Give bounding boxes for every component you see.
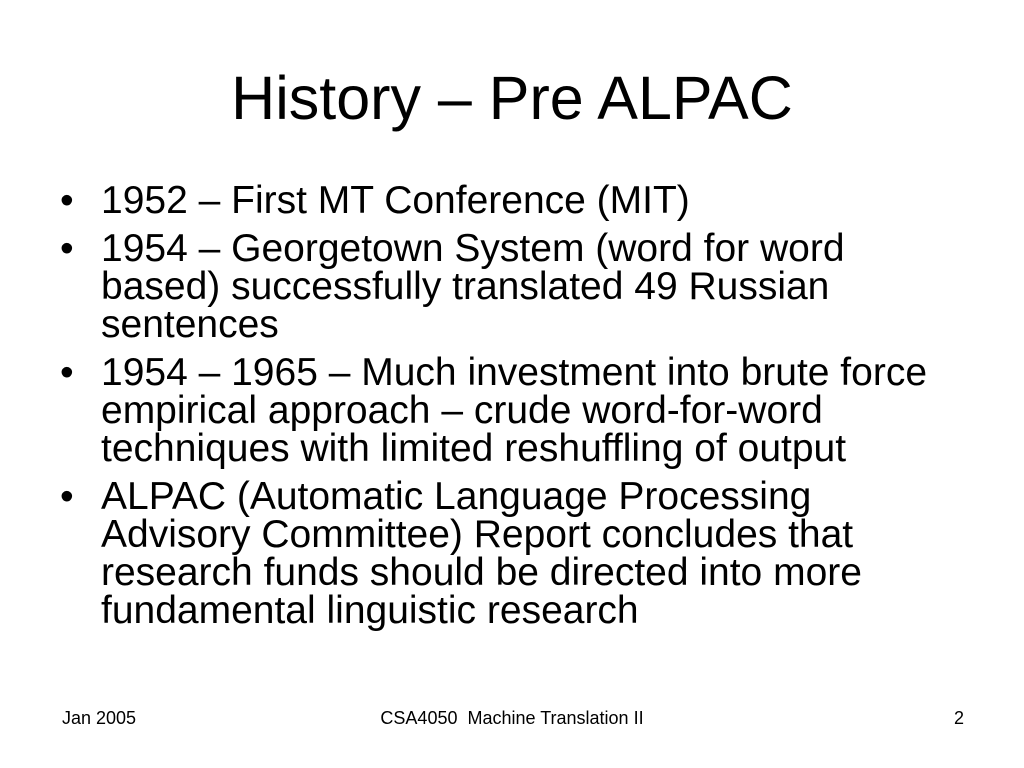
- bullet-line: sentences: [101, 303, 279, 346]
- bullet-line: 1954 – 1965 – Much investment into brute force: [101, 351, 928, 394]
- footer-date: Jan 2005: [62, 708, 137, 728]
- footer-page-number: 2: [953, 708, 964, 728]
- bullet-line: research funds should be directed into more: [101, 551, 862, 594]
- footer-course-title: CSA4050 Machine Translation II: [380, 708, 644, 728]
- bullet-line: techniques with limited reshuffling of output: [101, 427, 847, 470]
- bullet-list: [0, 179, 1000, 632]
- bullet-line: based) successfully translated 49 Russian: [101, 265, 830, 308]
- slide-title: History – Pre ALPAC: [231, 64, 793, 132]
- bullet-item: [0, 179, 1000, 222]
- bullet-marker: •: [60, 179, 74, 222]
- bullet-line: 1954 – Georgetown System (word for word: [101, 227, 845, 270]
- bullet-item: [0, 351, 1000, 470]
- bullet-line: empirical approach – crude word-for-word: [101, 389, 823, 432]
- bullet-item: [0, 227, 1000, 346]
- bullet-marker: •: [60, 227, 74, 270]
- bullet-line: fundamental linguistic research: [101, 589, 639, 632]
- bullet-marker: •: [60, 475, 74, 518]
- bullet-line: 1952 – First MT Conference (MIT): [101, 179, 690, 222]
- bullet-line: ALPAC (Automatic Language Processing: [101, 475, 812, 518]
- bullet-marker: •: [60, 351, 74, 394]
- bullet-item: [0, 475, 1000, 632]
- bullet-line: Advisory Committee) Report concludes that: [101, 513, 854, 556]
